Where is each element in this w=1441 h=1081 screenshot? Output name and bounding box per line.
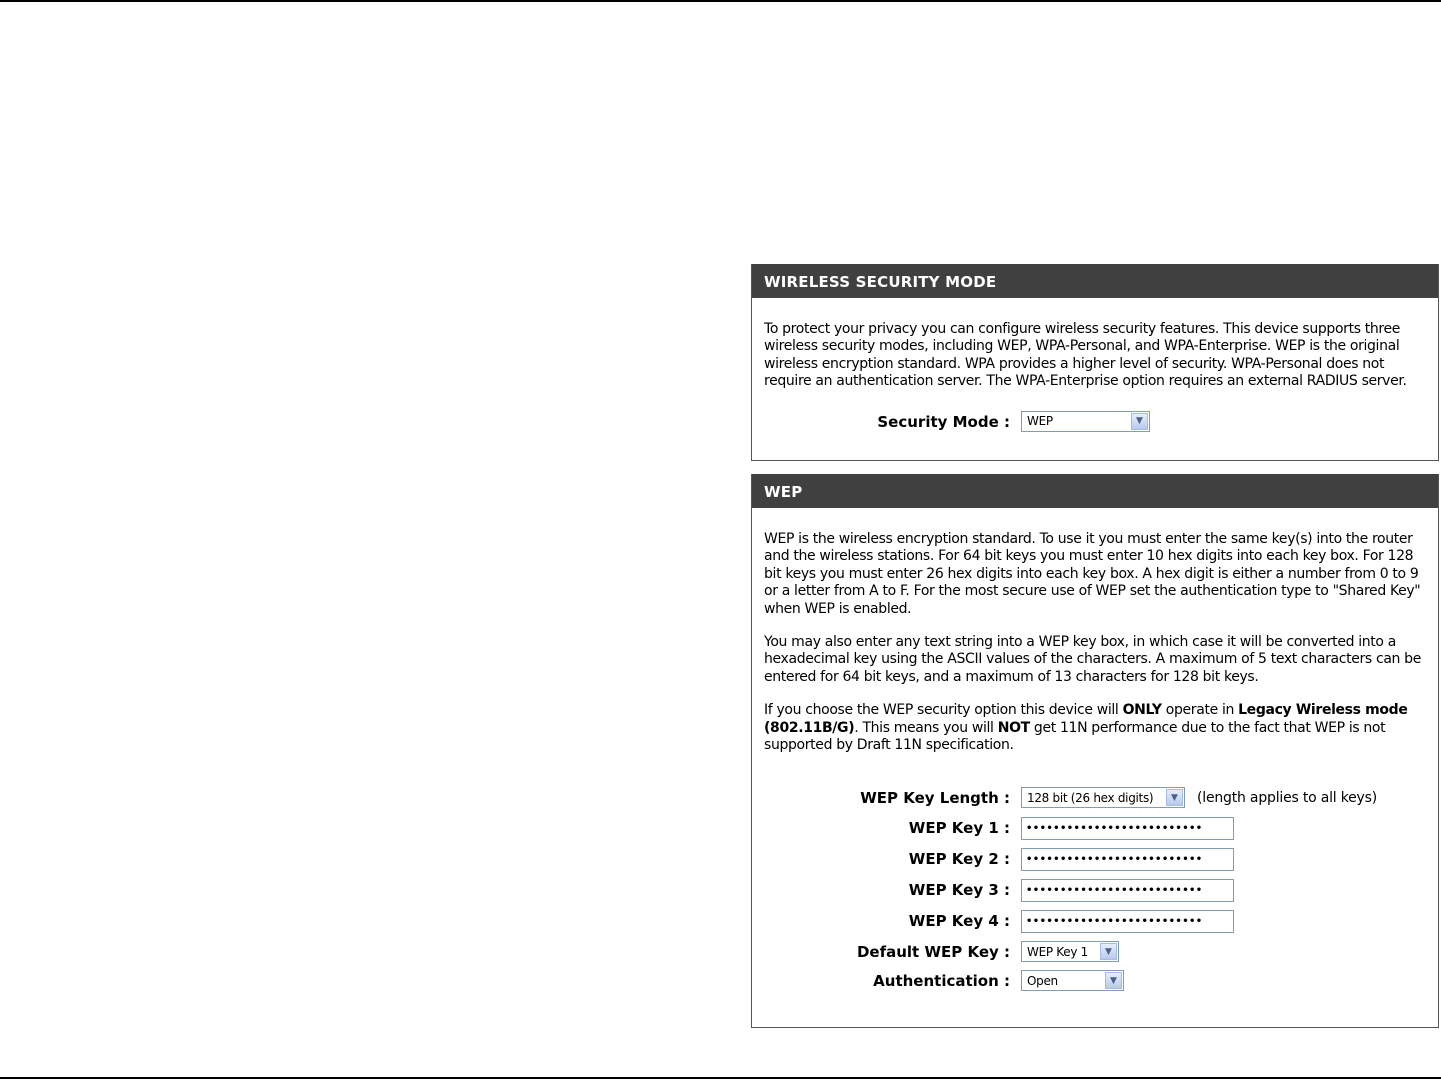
security-mode-select[interactable] bbox=[1021, 411, 1150, 432]
wep-key-2-row bbox=[752, 845, 1438, 876]
chevron-down-icon[interactable]: ▼ bbox=[1105, 972, 1122, 989]
wep-key-length-row bbox=[752, 784, 1438, 814]
para-bold: ONLY bbox=[1122, 702, 1162, 719]
chevron-down-icon[interactable]: ▼ bbox=[1100, 943, 1117, 960]
wep-key-4-label: WEP Key 4 : bbox=[908, 912, 1010, 931]
top-rule bbox=[0, 0, 1441, 2]
default-wep-key-select[interactable] bbox=[1021, 941, 1119, 962]
wep-key-length-select[interactable] bbox=[1021, 787, 1185, 808]
wep-description-1: WEP is the wireless encryption standard. To use it you must enter the same key(s) into the router and the wireless stations. For 64 bit keys you must enter 10 hex digits into each key box. For 128 bit keys you must enter 26 hex digits into each key box. A hex digit is either a number from 0 to 9 or a letter from A to F. For the most secure use of WEP set the authentication type to "Shared Key" when WEP is enabled. bbox=[764, 531, 1421, 617]
para-text: operate in bbox=[1161, 702, 1239, 719]
wep-key-4-row bbox=[752, 907, 1438, 938]
security-description: To protect your privacy you can configure wireless security features. This device supports three wireless security modes, including WEP, WPA-Personal, and WPA-Enterprise. WEP is the original wireless encryption standard. WPA provides a higher level of security. WPA-Personal does not require an authentication server. The WPA-Enterprise option requires an external RADIUS server. bbox=[764, 321, 1407, 390]
chevron-down-icon[interactable]: ▼ bbox=[1166, 789, 1183, 806]
wep-key-2-label: WEP Key 2 : bbox=[908, 850, 1010, 869]
para-text: If you choose the WEP security option this device will bbox=[764, 702, 1123, 719]
para-text: . This means you will bbox=[854, 719, 998, 736]
para-bold: Legacy Wireless mode (802.11B/G) bbox=[764, 702, 1408, 736]
wep-description-2: You may also enter any text string into a WEP key box, in which case it will be converted into a hexadecimal key using the ASCII values of the characters. A maximum of 5 text characters can be entered for 64 bit keys, and a maximum of 13 characters for 128 bit keys. bbox=[764, 634, 1421, 685]
wep-key-1-input[interactable]: •••••••••••••••••••••••••• bbox=[1021, 817, 1234, 840]
default-wep-key-label: Default WEP Key : bbox=[856, 943, 1010, 962]
security-mode-row bbox=[752, 408, 1438, 438]
wep-key-4-input[interactable]: •••••••••••••••••••••••••• bbox=[1021, 910, 1234, 933]
key-length-hint: (length applies to all keys) bbox=[1197, 789, 1378, 806]
wireless-security-mode-panel bbox=[751, 264, 1439, 461]
wep-key-1-label: WEP Key 1 : bbox=[908, 819, 1010, 838]
default-wep-key-row bbox=[752, 938, 1438, 967]
wep-key-3-row bbox=[752, 876, 1438, 907]
wep-key-2-input[interactable]: •••••••••••••••••••••••••• bbox=[1021, 848, 1234, 871]
wep-key-3-label: WEP Key 3 : bbox=[908, 881, 1010, 900]
wep-key-3-input[interactable]: •••••••••••••••••••••••••• bbox=[1021, 879, 1234, 902]
wep-panel bbox=[751, 474, 1439, 1027]
authentication-select[interactable] bbox=[1021, 970, 1124, 991]
authentication-value: Open bbox=[1027, 973, 1058, 988]
wep-key-length-label: WEP Key Length : bbox=[860, 789, 1010, 808]
bottom-rule bbox=[0, 1077, 1441, 1079]
default-wep-key-value: WEP Key 1 bbox=[1027, 944, 1089, 959]
para-text: get 11N performance due to the fact that WEP is not supported by Draft 11N specification. bbox=[764, 719, 1386, 754]
chevron-down-icon[interactable]: ▼ bbox=[1131, 413, 1148, 430]
security-mode-value: WEP bbox=[1027, 414, 1053, 429]
panel-title: WIRELESS SECURITY MODE bbox=[752, 264, 1438, 298]
security-mode-label: Security Mode : bbox=[877, 412, 1010, 431]
authentication-row bbox=[752, 967, 1438, 997]
authentication-label: Authentication : bbox=[873, 972, 1010, 991]
wep-description-3 bbox=[752, 702, 1438, 754]
wep-key-1-row bbox=[752, 814, 1438, 845]
wep-key-length-value: 128 bit (26 hex digits) bbox=[1027, 790, 1154, 805]
wep-panel-bottom-border bbox=[751, 1027, 1439, 1028]
para-bold: NOT bbox=[997, 719, 1030, 736]
panel-title: WEP bbox=[752, 474, 1438, 508]
